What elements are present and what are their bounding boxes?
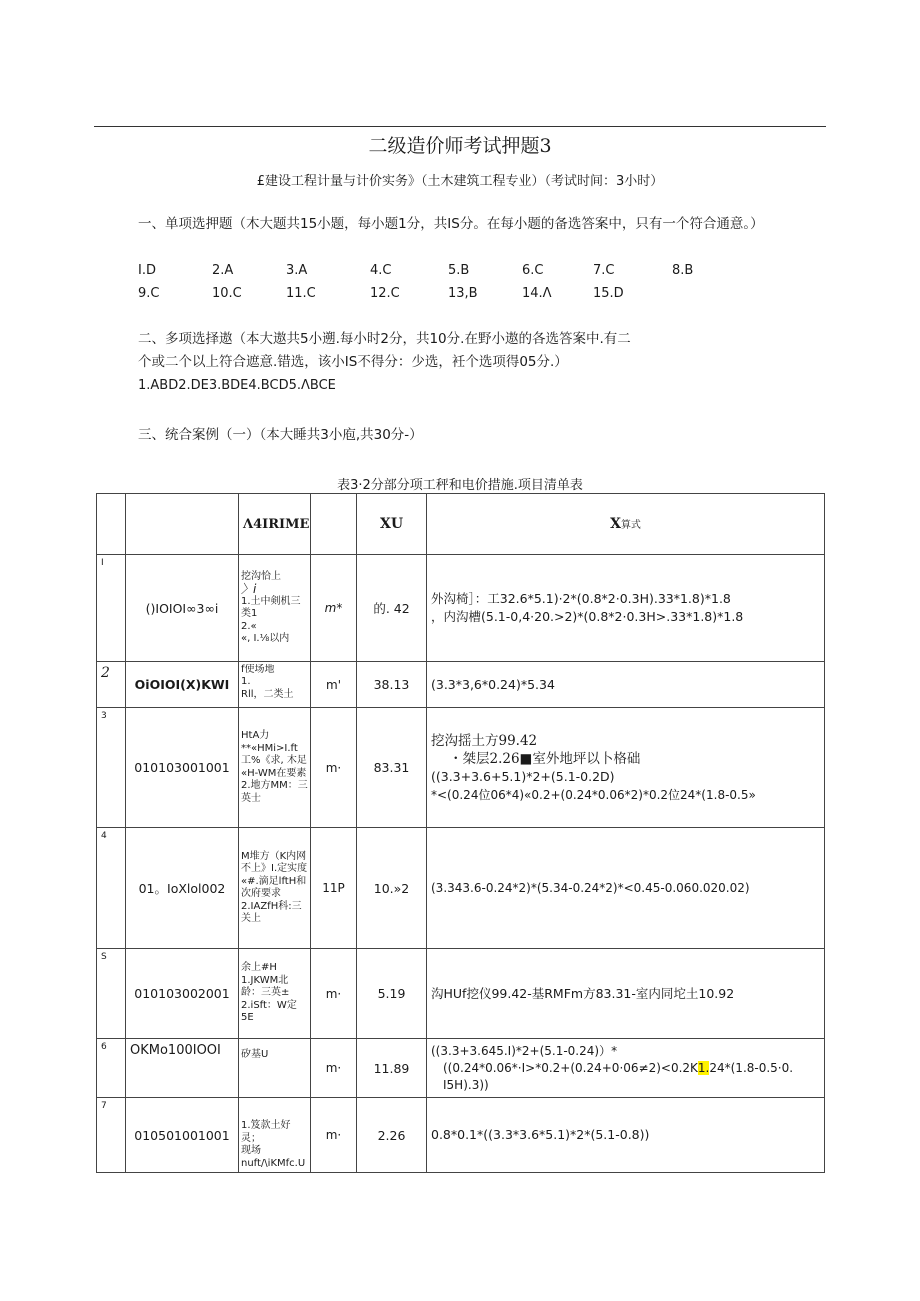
feature-line: 1.	[241, 676, 251, 687]
table-row	[97, 949, 825, 1039]
row-number: 4	[97, 828, 126, 949]
item-code: OiOIOI(X)KWI	[126, 662, 239, 708]
formula-line: I5H).3))	[443, 1077, 489, 1092]
item-code: OKMo100IOOI	[126, 1039, 239, 1098]
formula-line: *<(0.24位06*4)«0.2+(0.24*0.06*2)*0.2位24*(1.8-0.5»	[431, 787, 756, 802]
feature-line: 2.IAZfH科:三关上	[241, 900, 302, 924]
item-quantity: 83.31	[357, 708, 427, 828]
item-unit: m·	[311, 1039, 357, 1098]
answer-item: 3.A	[286, 263, 308, 278]
document-subtitle: £建设工程计量与计价实务》（土木建筑工程专业）（考试时间：3小时）	[256, 174, 664, 189]
formula-line: 挖沟揺土方99.42	[431, 732, 538, 749]
feature-line: 1.JKWM北龄：三英±	[241, 974, 290, 999]
formula-line: (3.3*3,6*0.24)*5.34	[431, 676, 555, 692]
item-quantity: 10.»2	[357, 828, 427, 949]
feature-line: 矽基U	[241, 1049, 269, 1060]
answer-item: 8.B	[672, 263, 694, 278]
table-row	[97, 828, 825, 949]
answer-item: 9.C	[138, 286, 160, 301]
formula-line: ・桀层2.26■室外地坪以卜格础	[449, 750, 641, 767]
header-cell-item-name: Λ4IRIME	[239, 494, 311, 555]
section3-heading: 三、统合案例（一）（本大睡共3小庖,共30分-）	[138, 427, 423, 443]
item-feature	[239, 828, 311, 949]
feature-line: 1.笈款土好灵；	[241, 1120, 291, 1144]
header-cell	[311, 494, 357, 555]
table-header-row	[97, 494, 825, 555]
item-quantity: 38.13	[357, 662, 427, 708]
item-code: 010103001001	[126, 708, 239, 828]
item-unit: m·	[311, 949, 357, 1039]
item-formula	[427, 708, 825, 828]
section2-heading-line1: 二、多项选择遨（本大遨共5小遡.每小时2分，共10分.在野小遨的各选答案中.有二	[138, 331, 631, 347]
top-rule	[94, 126, 826, 127]
section1-heading: 一、单项选押题（木大题共15小题，每小题1分，共IS分。在每小题的备选答案中，只有一个符合通意。）	[138, 216, 764, 232]
formula-line: ((3.3+3.645.I)*2+(5.1-0.24)）*	[431, 1043, 618, 1058]
answer-item: 11.C	[286, 286, 316, 301]
item-code: 01。IoXlol002	[126, 828, 239, 949]
item-formula	[427, 555, 825, 662]
feature-line: **«HMi>I.ft	[241, 742, 298, 754]
answer-item: 5.B	[448, 263, 470, 278]
document-title: 二级造价师考试押题3	[368, 135, 552, 157]
formula-line	[431, 1060, 820, 1077]
item-quantity: 11.89	[357, 1039, 427, 1098]
row-number: 2	[97, 662, 126, 708]
answer-item: 15.D	[593, 286, 624, 301]
feature-line: Rll，二类土	[241, 688, 294, 700]
header-cell	[126, 494, 239, 555]
formula-line: (3.343.6-0.24*2)*(5.34-0.24*2)*<0.45-0.060.020.02)	[431, 881, 750, 895]
row-number: S	[97, 949, 126, 1039]
item-formula	[427, 1039, 825, 1098]
feature-line: 挖沟恰上	[241, 570, 281, 582]
item-code: ()IOIOI∞3∞i	[126, 555, 239, 662]
header-cell	[97, 494, 126, 555]
item-feature	[239, 1098, 311, 1173]
header-formula-x: X	[610, 516, 621, 532]
answer-item: 12.C	[370, 286, 400, 301]
item-formula	[427, 1098, 825, 1173]
item-code: 010103002001	[126, 949, 239, 1039]
item-feature	[239, 708, 311, 828]
feature-line: 余上#H	[241, 962, 277, 974]
table-row	[97, 1039, 825, 1098]
answer-item: 13,B	[448, 286, 478, 301]
feature-line: 2.地方MM：三英士	[241, 780, 308, 804]
item-feature	[239, 555, 311, 662]
feature-line: 现场	[241, 1145, 261, 1156]
table-row	[97, 1098, 825, 1173]
feature-line: «, I.⅛以内	[241, 633, 290, 644]
answer-item: 10.C	[212, 286, 242, 301]
formula-line: ((3.3+3.6+5.1)*2+(5.1-0.2D)	[431, 768, 615, 784]
answer-item: 4.C	[370, 263, 392, 278]
item-quantity: 2.26	[357, 1098, 427, 1173]
answer-item: 2.A	[212, 263, 234, 278]
formula-text: ((0.24*0.06*·I>*0.2+(0.24+0·06≠2)<0.2K	[443, 1060, 698, 1075]
header-cell-quantity: XU	[357, 494, 427, 555]
item-formula	[427, 828, 825, 949]
feature-line: f使场地	[241, 663, 275, 675]
feature-line: 2.iSft：W定5E	[241, 999, 297, 1024]
feature-line: 工%《求, 木足	[241, 755, 307, 766]
formula-line: 0.8*0.1*((3.3*3.6*5.1)*2*(5.1-0.8))	[431, 1127, 650, 1142]
feature-line: 1.土中剣机三类1	[241, 595, 301, 619]
item-unit: 11P	[311, 828, 357, 949]
item-unit: m*	[311, 555, 357, 662]
header-cell-formula	[427, 494, 825, 555]
formula-text: 24*(1.8-0.5·0.	[709, 1060, 794, 1075]
feature-line: 2.«	[241, 620, 257, 632]
item-feature	[239, 949, 311, 1039]
table-row	[97, 662, 825, 708]
item-quantity: 的. 42	[357, 555, 427, 662]
item-unit: m·	[311, 1098, 357, 1173]
item-quantity: 5.19	[357, 949, 427, 1039]
table-caption: 表3·2分部分项工秤和电价措施.项目清单表	[337, 478, 583, 493]
answer-item: 6.C	[522, 263, 544, 278]
formula-line: ，内沟槽(5.1-0,4·20.>2)*(0.8*2·0.3H>.33*1.8)*1.8	[431, 609, 744, 624]
item-unit: m·	[311, 708, 357, 828]
answer-item: 14.Λ	[522, 286, 552, 301]
feature-line: HtA力	[241, 730, 270, 741]
header-formula-label: 算式	[620, 520, 641, 531]
item-formula	[427, 662, 825, 708]
bill-of-quantities-table	[96, 493, 825, 1173]
item-code: 010501001001	[126, 1098, 239, 1173]
feature-line: 〉i	[241, 582, 257, 596]
formula-line: 外沟椅］：工32.6*5.1)·2*(0.8*2·0.3H).33*1.8)*1.8	[431, 591, 731, 606]
feature-line: Μ堆方（K内网不上》I.定实度	[241, 850, 308, 874]
item-formula	[427, 949, 825, 1039]
row-number: I	[97, 555, 126, 662]
highlighted-text: 1.	[697, 1060, 710, 1075]
row-number: 6	[97, 1039, 126, 1098]
multi-choice-answers: 1.ABD2.DE3.BDE4.BCD5.ΛBCE	[138, 378, 336, 393]
table-row	[97, 708, 825, 828]
feature-line: «H-WM在要素	[241, 767, 307, 779]
section2-heading-line2: 个或二个以上符合遮意.错选，该小IS不得分：少选，衽个选项得05分.）	[138, 354, 568, 370]
feature-line: nuft/\iKMfc.U	[241, 1157, 306, 1169]
item-feature	[239, 662, 311, 708]
feature-line: «#.滴足lftH和次府要求	[241, 875, 307, 899]
item-unit: m'	[311, 662, 357, 708]
item-feature	[239, 1039, 311, 1098]
answer-item: 7.C	[593, 263, 615, 278]
table-row	[97, 555, 825, 662]
formula-line: 沟HUf挖仪99.42-基RMFm方83.31-室内同坨土10.92	[431, 985, 735, 1001]
row-number: 7	[97, 1098, 126, 1173]
row-number: 3	[97, 708, 126, 828]
answer-item: I.D	[138, 263, 156, 278]
